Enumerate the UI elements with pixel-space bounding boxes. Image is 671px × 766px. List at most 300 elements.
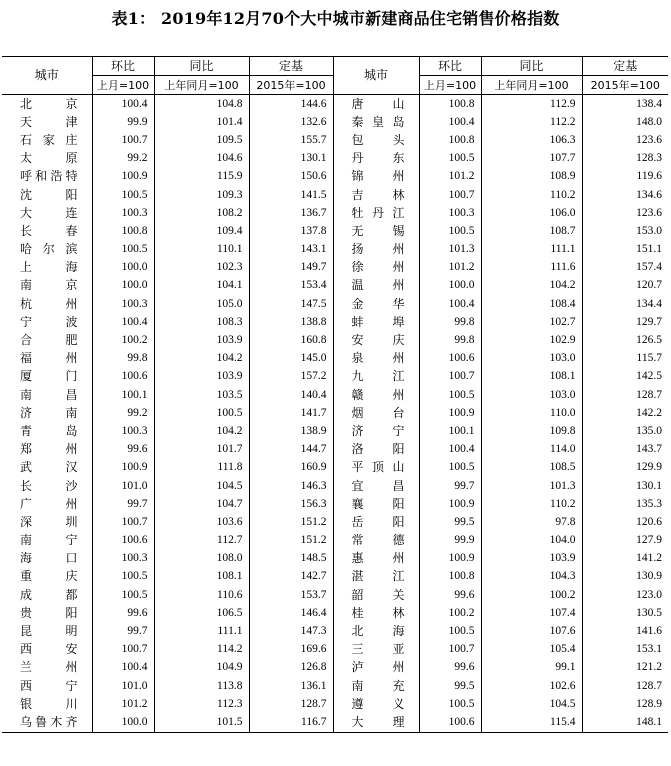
base-index: 130.5 <box>636 606 662 619</box>
table-row <box>2 113 668 131</box>
mom-index: 99.6 <box>419 659 481 677</box>
city-name: 洛阳 <box>333 441 419 459</box>
mom-index: 99.8 <box>92 350 154 368</box>
city-name: 蚌埠 <box>333 313 419 331</box>
base-index: 115.7 <box>636 352 662 365</box>
city-name: 合肥 <box>2 331 92 349</box>
city-name: 常德 <box>333 532 419 550</box>
yoy-index: 112.2 <box>481 113 582 131</box>
yoy-index: 104.2 <box>154 350 249 368</box>
base-index: 142.5 <box>636 370 662 383</box>
base-index: 128.7 <box>636 679 662 692</box>
base-index: 157.2 <box>249 368 333 386</box>
base-index: 149.7 <box>249 259 333 277</box>
base-index: 148.0 <box>636 115 662 128</box>
base-index: 146.4 <box>249 604 333 622</box>
base-index: 148.1 <box>582 713 668 732</box>
table-row <box>2 441 668 459</box>
price-index-table <box>2 56 668 733</box>
base-index: 138.9 <box>249 422 333 440</box>
base-index: 134.4 <box>636 297 662 310</box>
city-name: 深圳 <box>2 513 92 531</box>
yoy-index: 104.0 <box>481 532 582 550</box>
yoy-index: 103.6 <box>154 513 249 531</box>
city-name: 兰州 <box>2 659 92 677</box>
yoy-index: 103.9 <box>481 550 582 568</box>
table-row <box>2 695 668 713</box>
mom-index: 99.6 <box>419 586 481 604</box>
mom-index: 100.1 <box>419 422 481 440</box>
yoy-index: 104.9 <box>154 659 249 677</box>
yoy-index: 104.6 <box>154 150 249 168</box>
yoy-index: 102.7 <box>481 313 582 331</box>
table-row <box>2 622 668 640</box>
city-name: 济南 <box>2 404 92 422</box>
base-index: 148.5 <box>249 550 333 568</box>
mom-index: 100.5 <box>419 695 481 713</box>
mom-index: 100.4 <box>92 659 154 677</box>
yoy-index: 106.5 <box>154 604 249 622</box>
city-name: 三亚 <box>333 641 419 659</box>
yoy-index: 103.9 <box>154 368 249 386</box>
yoy-index: 104.8 <box>154 95 249 114</box>
mom-index: 100.4 <box>419 113 481 131</box>
base-index: 116.7 <box>249 713 333 732</box>
mom-index: 100.3 <box>92 550 154 568</box>
mom-index: 101.0 <box>92 677 154 695</box>
yoy-index: 104.5 <box>481 695 582 713</box>
city-name: 唐山 <box>333 95 419 114</box>
mom-index: 99.6 <box>92 441 154 459</box>
city-name: 大连 <box>2 204 92 222</box>
base-index: 135.0 <box>636 424 662 437</box>
table-row <box>2 313 668 331</box>
mom-index: 100.7 <box>92 641 154 659</box>
mom-index: 101.0 <box>92 477 154 495</box>
mom-index: 100.0 <box>92 277 154 295</box>
city-name: 厦门 <box>2 368 92 386</box>
mom-index: 100.2 <box>92 331 154 349</box>
city-name: 海口 <box>2 550 92 568</box>
table-row <box>2 168 668 186</box>
city-name: 温州 <box>333 277 419 295</box>
header-base-right: 定基 <box>582 57 668 76</box>
table-row <box>2 368 668 386</box>
base-index: 128.3 <box>636 152 662 165</box>
mom-index: 99.2 <box>92 404 154 422</box>
city-name: 锦州 <box>333 168 419 186</box>
table-row <box>2 150 668 168</box>
city-name: 平顶山 <box>333 459 419 477</box>
mom-index: 100.5 <box>419 459 481 477</box>
mom-index: 100.9 <box>92 168 154 186</box>
table-row <box>2 277 668 295</box>
yoy-index: 104.5 <box>154 477 249 495</box>
table-row <box>2 131 668 149</box>
base-index: 140.4 <box>249 386 333 404</box>
city-name: 乌鲁木齐 <box>2 713 92 732</box>
yoy-index: 109.3 <box>154 186 249 204</box>
base-index: 142.7 <box>249 568 333 586</box>
city-name: 牡丹江 <box>333 204 419 222</box>
base-index: 153.0 <box>636 224 662 237</box>
yoy-index: 113.8 <box>154 677 249 695</box>
mom-index: 101.2 <box>419 168 481 186</box>
header-mom-right: 环比 <box>419 57 481 76</box>
mom-index: 100.0 <box>419 277 481 295</box>
city-name: 吉林 <box>333 186 419 204</box>
base-index: 151.1 <box>636 243 662 256</box>
mom-index: 100.4 <box>92 95 154 114</box>
mom-index: 100.6 <box>92 532 154 550</box>
mom-index: 99.8 <box>419 331 481 349</box>
mom-index: 100.5 <box>419 386 481 404</box>
header-yoy-right: 同比 <box>481 57 582 76</box>
mom-index: 100.7 <box>92 131 154 149</box>
base-index: 129.7 <box>636 315 662 328</box>
mom-index: 100.5 <box>92 186 154 204</box>
base-index: 150.6 <box>249 168 333 186</box>
base-index: 136.1 <box>249 677 333 695</box>
city-name: 安庆 <box>333 331 419 349</box>
base-index: 123.0 <box>636 588 662 601</box>
yoy-index: 100.2 <box>481 586 582 604</box>
city-name: 赣州 <box>333 386 419 404</box>
base-index: 128.7 <box>249 695 333 713</box>
table-row <box>2 568 668 586</box>
base-index: 130.9 <box>636 570 662 583</box>
yoy-index: 102.9 <box>481 331 582 349</box>
yoy-index: 104.1 <box>154 277 249 295</box>
yoy-index: 102.6 <box>481 677 582 695</box>
table-row <box>2 677 668 695</box>
city-name: 西安 <box>2 641 92 659</box>
city-name: 太原 <box>2 150 92 168</box>
subheader-mom-right: 上月=100 <box>419 76 481 95</box>
mom-index: 99.6 <box>92 604 154 622</box>
mom-index: 100.8 <box>92 222 154 240</box>
yoy-index: 110.2 <box>481 186 582 204</box>
table-row <box>2 586 668 604</box>
base-index: 123.6 <box>636 206 662 219</box>
mom-index: 100.5 <box>92 586 154 604</box>
city-name: 长春 <box>2 222 92 240</box>
yoy-index: 108.1 <box>154 568 249 586</box>
yoy-index: 108.9 <box>481 168 582 186</box>
yoy-index: 107.7 <box>481 150 582 168</box>
city-name: 桂林 <box>333 604 419 622</box>
table-row <box>2 713 668 732</box>
city-name: 杭州 <box>2 295 92 313</box>
base-index: 130.1 <box>249 150 333 168</box>
city-name: 湛江 <box>333 568 419 586</box>
city-name: 北京 <box>2 95 92 114</box>
table-body <box>2 95 668 733</box>
yoy-index: 108.0 <box>154 550 249 568</box>
mom-index: 100.8 <box>419 131 481 149</box>
mom-index: 100.9 <box>419 495 481 513</box>
yoy-index: 101.3 <box>481 477 582 495</box>
subheader-yoy-left: 上年同月=100 <box>154 76 249 95</box>
header-city-left: 城市 <box>2 57 92 95</box>
city-name: 包头 <box>333 131 419 149</box>
yoy-index: 104.7 <box>154 495 249 513</box>
table-row <box>2 659 668 677</box>
city-name: 韶关 <box>333 586 419 604</box>
yoy-index: 108.4 <box>481 295 582 313</box>
city-name: 哈尔滨 <box>2 241 92 259</box>
yoy-index: 110.2 <box>481 495 582 513</box>
yoy-index: 114.2 <box>154 641 249 659</box>
city-name: 银川 <box>2 695 92 713</box>
base-index: 128.7 <box>636 388 662 401</box>
subheader-base-left: 2015年=100 <box>249 76 333 95</box>
city-name: 遵义 <box>333 695 419 713</box>
mom-index: 100.5 <box>92 568 154 586</box>
table-row <box>2 641 668 659</box>
city-name: 西宁 <box>2 677 92 695</box>
base-index: 156.3 <box>249 495 333 513</box>
base-index: 153.4 <box>249 277 333 295</box>
base-index: 137.8 <box>249 222 333 240</box>
base-index: 147.3 <box>249 622 333 640</box>
city-name: 重庆 <box>2 568 92 586</box>
header-yoy-left: 同比 <box>154 57 249 76</box>
mom-index: 100.4 <box>419 441 481 459</box>
subheader-base-right: 2015年=100 <box>582 76 668 95</box>
yoy-index: 115.4 <box>481 713 582 732</box>
table-row <box>2 550 668 568</box>
yoy-index: 101.7 <box>154 441 249 459</box>
city-name: 北海 <box>333 622 419 640</box>
mom-index: 100.2 <box>419 604 481 622</box>
city-name: 秦皇岛 <box>333 113 419 131</box>
table-row <box>2 241 668 259</box>
city-name: 南充 <box>333 677 419 695</box>
yoy-index: 107.6 <box>481 622 582 640</box>
mom-index: 99.9 <box>419 532 481 550</box>
mom-index: 100.5 <box>419 150 481 168</box>
mom-index: 99.8 <box>419 313 481 331</box>
mom-index: 100.8 <box>419 95 481 114</box>
table-row <box>2 422 668 440</box>
table-row <box>2 204 668 222</box>
yoy-index: 103.0 <box>481 350 582 368</box>
city-name: 烟台 <box>333 404 419 422</box>
base-index: 126.5 <box>636 334 662 347</box>
city-name: 金华 <box>333 295 419 313</box>
base-index: 142.2 <box>636 406 662 419</box>
city-name: 无锡 <box>333 222 419 240</box>
city-name: 福州 <box>2 350 92 368</box>
city-name: 石家庄 <box>2 131 92 149</box>
yoy-index: 112.3 <box>154 695 249 713</box>
base-index: 135.3 <box>636 497 662 510</box>
table-row <box>2 186 668 204</box>
city-name: 九江 <box>333 368 419 386</box>
table-row <box>2 386 668 404</box>
base-index: 130.1 <box>636 479 662 492</box>
table-row <box>2 404 668 422</box>
mom-index: 100.6 <box>419 713 481 732</box>
yoy-index: 111.6 <box>481 259 582 277</box>
base-index: 128.9 <box>636 697 662 710</box>
table-row <box>2 350 668 368</box>
yoy-index: 97.8 <box>481 513 582 531</box>
table-row <box>2 532 668 550</box>
base-index: 138.8 <box>249 313 333 331</box>
mom-index: 100.7 <box>92 513 154 531</box>
base-index: 144.7 <box>249 441 333 459</box>
mom-index: 100.4 <box>419 295 481 313</box>
header-base-left: 定基 <box>249 57 333 76</box>
yoy-index: 102.3 <box>154 259 249 277</box>
city-name: 武汉 <box>2 459 92 477</box>
city-name: 南京 <box>2 277 92 295</box>
yoy-index: 109.5 <box>154 131 249 149</box>
mom-index: 100.5 <box>419 222 481 240</box>
mom-index: 99.9 <box>92 113 154 131</box>
mom-index: 100.7 <box>419 186 481 204</box>
base-index: 153.7 <box>249 586 333 604</box>
city-name: 上海 <box>2 259 92 277</box>
base-index: 141.2 <box>636 552 662 565</box>
base-index: 120.6 <box>636 515 662 528</box>
yoy-index: 111.8 <box>154 459 249 477</box>
mom-index: 101.2 <box>92 695 154 713</box>
yoy-index: 108.1 <box>481 368 582 386</box>
yoy-index: 110.0 <box>481 404 582 422</box>
mom-index: 99.7 <box>419 477 481 495</box>
base-index: 141.6 <box>636 625 662 638</box>
table-row <box>2 513 668 531</box>
base-index: 151.2 <box>249 513 333 531</box>
yoy-index: 106.3 <box>481 131 582 149</box>
base-index: 136.7 <box>249 204 333 222</box>
mom-index: 100.3 <box>92 204 154 222</box>
yoy-index: 103.0 <box>481 386 582 404</box>
yoy-index: 104.3 <box>481 568 582 586</box>
mom-index: 100.5 <box>419 622 481 640</box>
yoy-index: 112.7 <box>154 532 249 550</box>
yoy-index: 111.1 <box>154 622 249 640</box>
yoy-index: 108.5 <box>481 459 582 477</box>
table-row <box>2 95 668 114</box>
city-name: 岳阳 <box>333 513 419 531</box>
city-name: 昆明 <box>2 622 92 640</box>
mom-index: 101.2 <box>419 259 481 277</box>
header-city-right: 城市 <box>333 57 419 95</box>
yoy-index: 108.3 <box>154 313 249 331</box>
mom-index: 100.6 <box>92 368 154 386</box>
mom-index: 100.7 <box>419 641 481 659</box>
mom-index: 99.5 <box>419 513 481 531</box>
yoy-index: 104.2 <box>154 422 249 440</box>
yoy-index: 107.4 <box>481 604 582 622</box>
city-name: 沈阳 <box>2 186 92 204</box>
yoy-index: 101.5 <box>154 713 249 732</box>
base-index: 160.8 <box>249 331 333 349</box>
city-name: 成都 <box>2 586 92 604</box>
base-index: 153.1 <box>636 643 662 656</box>
base-index: 134.6 <box>636 188 662 201</box>
mom-index: 100.8 <box>419 568 481 586</box>
mom-index: 100.6 <box>419 350 481 368</box>
base-index: 138.4 <box>636 97 662 110</box>
base-index: 143.7 <box>636 443 662 456</box>
base-index: 155.7 <box>249 131 333 149</box>
city-name: 扬州 <box>333 241 419 259</box>
mom-index: 100.0 <box>92 713 154 732</box>
mom-index: 100.3 <box>92 295 154 313</box>
base-index: 123.6 <box>636 133 662 146</box>
base-index: 151.2 <box>249 532 333 550</box>
table-row <box>2 459 668 477</box>
yoy-index: 105.0 <box>154 295 249 313</box>
city-name: 襄阳 <box>333 495 419 513</box>
mom-index: 99.5 <box>419 677 481 695</box>
yoy-index: 114.0 <box>481 441 582 459</box>
base-index: 126.8 <box>249 659 333 677</box>
yoy-index: 99.1 <box>481 659 582 677</box>
yoy-index: 110.6 <box>154 586 249 604</box>
city-name: 徐州 <box>333 259 419 277</box>
city-name: 泉州 <box>333 350 419 368</box>
mom-index: 100.0 <box>92 259 154 277</box>
yoy-index: 106.0 <box>481 204 582 222</box>
base-index: 120.7 <box>636 279 662 292</box>
base-index: 141.7 <box>249 404 333 422</box>
city-name: 宁波 <box>2 313 92 331</box>
base-index: 132.6 <box>249 113 333 131</box>
mom-index: 100.9 <box>419 550 481 568</box>
yoy-index: 103.9 <box>154 331 249 349</box>
city-name: 广州 <box>2 495 92 513</box>
yoy-index: 109.4 <box>154 222 249 240</box>
city-name: 南昌 <box>2 386 92 404</box>
mom-index: 99.2 <box>92 150 154 168</box>
base-index: 143.1 <box>249 241 333 259</box>
mom-index: 100.3 <box>92 422 154 440</box>
table-row <box>2 604 668 622</box>
subheader-mom-left: 上月=100 <box>92 76 154 95</box>
city-name: 长沙 <box>2 477 92 495</box>
base-index: 160.9 <box>249 459 333 477</box>
yoy-index: 111.1 <box>481 241 582 259</box>
mom-index: 99.7 <box>92 495 154 513</box>
mom-index: 100.9 <box>92 459 154 477</box>
city-name: 泸州 <box>333 659 419 677</box>
mom-index: 100.9 <box>419 404 481 422</box>
city-name: 青岛 <box>2 422 92 440</box>
yoy-index: 104.2 <box>481 277 582 295</box>
yoy-index: 115.9 <box>154 168 249 186</box>
city-name: 郑州 <box>2 441 92 459</box>
yoy-index: 110.1 <box>154 241 249 259</box>
city-name: 天津 <box>2 113 92 131</box>
base-index: 129.9 <box>636 461 662 474</box>
city-name: 南宁 <box>2 532 92 550</box>
table-title: 表1： 2019年12月70个大中城市新建商品住宅销售价格指数 <box>111 9 560 28</box>
table-row <box>2 331 668 349</box>
table-row <box>2 222 668 240</box>
mom-index: 100.4 <box>92 313 154 331</box>
table-row <box>2 295 668 313</box>
base-index: 147.5 <box>249 295 333 313</box>
yoy-index: 103.5 <box>154 386 249 404</box>
mom-index: 100.1 <box>92 386 154 404</box>
mom-index: 101.3 <box>419 241 481 259</box>
